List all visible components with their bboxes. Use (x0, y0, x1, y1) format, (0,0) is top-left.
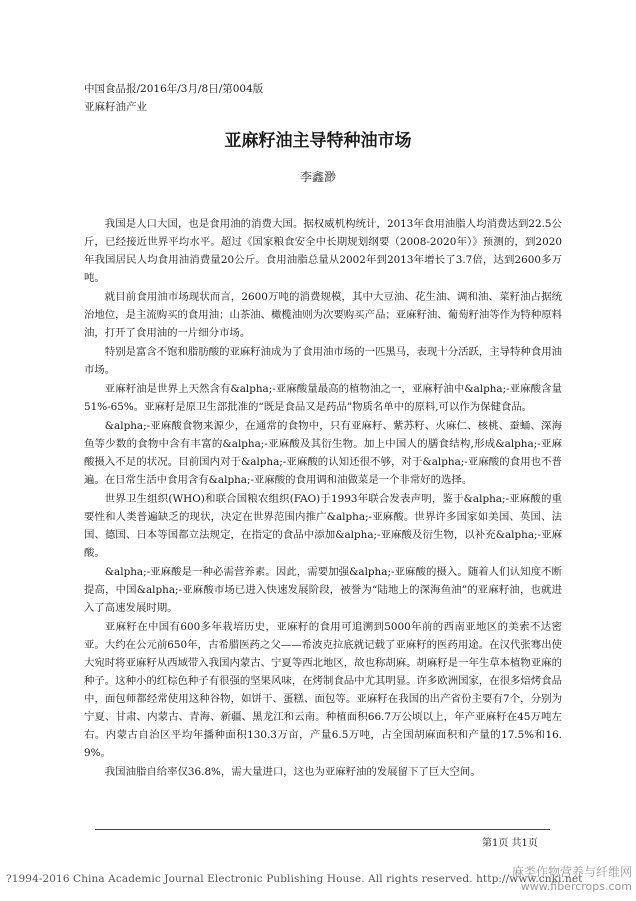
footer-divider (95, 829, 550, 830)
paragraph: 就目前食用油市场现状而言，2600万吨的消费规模，其中大豆油、花生油、调和油、菜籽油占据统治地位，是主流购买的食用油；山茶油、橄榄油则为次要购买产品；亚麻籽油、葡萄籽油等作为特种原料油，打开了食用油的一片细分市场。 (84, 291, 562, 339)
site-watermark (512, 863, 632, 893)
paragraph: &alpha;-亚麻酸食物来源少，在通常的食物中，只有亚麻籽、紫苏籽、火麻仁、核桃、蚕蛹、深海鱼等少数的食物中含有丰富的&alpha;-亚麻酸及其衍生物。加上中国人的膳食结构,形成&alpha;-亚麻酸摄入不足的状况。目前国内对于&alpha;-亚麻酸的认知还很不够，对于&alpha;-亚麻酸的食用也不普遍。在日常生活中食用含有&alpha;-亚麻酸的食用调和油做菜是一个非常好的选择。 (84, 420, 562, 486)
column-name: 亚麻籽油产业 (84, 101, 147, 113)
page-number: 第1页 共1页 (482, 838, 538, 849)
paragraph: &alpha;-亚麻酸是一种必需营养素。因此，需要加强&alpha;-亚麻酸的摄入。随着人们认知度不断提高，中国&alpha;-亚麻酸市场已进入快速发展阶段，被誉为“陆地上的深海鱼油”的亚麻籽油，也就进入了高速发展时期。 (84, 566, 562, 614)
article-author: 李鑫渺 (299, 170, 336, 184)
watermark-url: www.fibercrops.com (520, 880, 632, 893)
article-title: 亚麻籽油主导特种油市场 (224, 131, 412, 151)
article-body (84, 215, 562, 782)
document-header (84, 80, 263, 116)
copyright-footer: ?1994-2016 China Academic Journal Electronic Publishing House. All rights reserved. http://www.cnki.net (6, 873, 583, 885)
paragraph: 特别是富含不饱和脂肪酸的亚麻籽油成为了食用油市场的一匹黑马，表现十分活跃，主导特种食用油市场。 (84, 346, 562, 376)
source-line: 中国食品报/2016年/3月/8日/第004版 (84, 83, 264, 95)
paragraph: 亚麻籽在中国有600多年栽培历史，亚麻籽的食用可追溯到5000年前的西南亚地区的美索不达密亚。大约在公元前650年，古希腊医药之父——希波克拉底就记载了亚麻籽的医药用途。在汉代张骞出使大宛时将亚麻籽从西域带入我国内蒙古、宁夏等西北地区，故也称胡麻。胡麻籽是一年生草本植物亚麻的种子。这种小的红棕色种子有很强的坚果风味，在烤制食品中尤其明显。许多欧洲国家，在很多焙烤食品中，面包师都经常使用这种谷物，如饼干、蛋糕、面包等。亚麻籽在我国的出产省份主要有7个，分别为宁夏、甘肃、内蒙古、青海、新疆、黑龙江和云南。种植面积66.7万公顷以上，年产亚麻籽在45万吨左右。内蒙古自治区平均年播种面积130.3万亩，产量6.5万吨，占全国胡麻面积和产量的17.5%和16.9%。 (84, 621, 562, 759)
paragraph: 世界卫生组织(WHO)和联合国粮农组织(FAO)于1993年联合发表声明，鉴于&alpha;-亚麻酸的重要性和人类普遍缺乏的现状，决定在世界范围内推广&alpha;-亚麻酸。世界许多国家如美国、英国、法国、德国、日本等国都立法规定，在指定的食品中添加&alpha;-亚麻酸及衍生物，以补充&alpha;-亚麻酸。 (84, 493, 562, 559)
paragraph: 亚麻籽油是世界上天然含有&alpha;-亚麻酸量最高的植物油之一，亚麻籽油中&alpha;-亚麻酸含量51%-65%。亚麻籽是原卫生部批准的“既是食品又是药品”物质名单中的原料,可以作为保健食品。 (84, 383, 562, 413)
paragraph: 我国油脂自给率仅36.8%，需大量进口，这也为亚麻籽油的发展留下了巨大空间。 (104, 766, 481, 778)
watermark-title: 麻类作物营养与纤维网 (511, 865, 632, 879)
paragraph: 我国是人口大国，也是食用油的消费大国。据权威机构统计，2013年食用油脂人均消费达到22.5公斤，已经接近世界平均水平。超过《国家粮食安全中长期规划纲要（2008-2020年）》预测的，到2020年我国居民人均食用油消费量20公斤。食用油脂总量从2002年到2013年增长了3.7倍，达到2600多万吨。 (84, 218, 562, 284)
